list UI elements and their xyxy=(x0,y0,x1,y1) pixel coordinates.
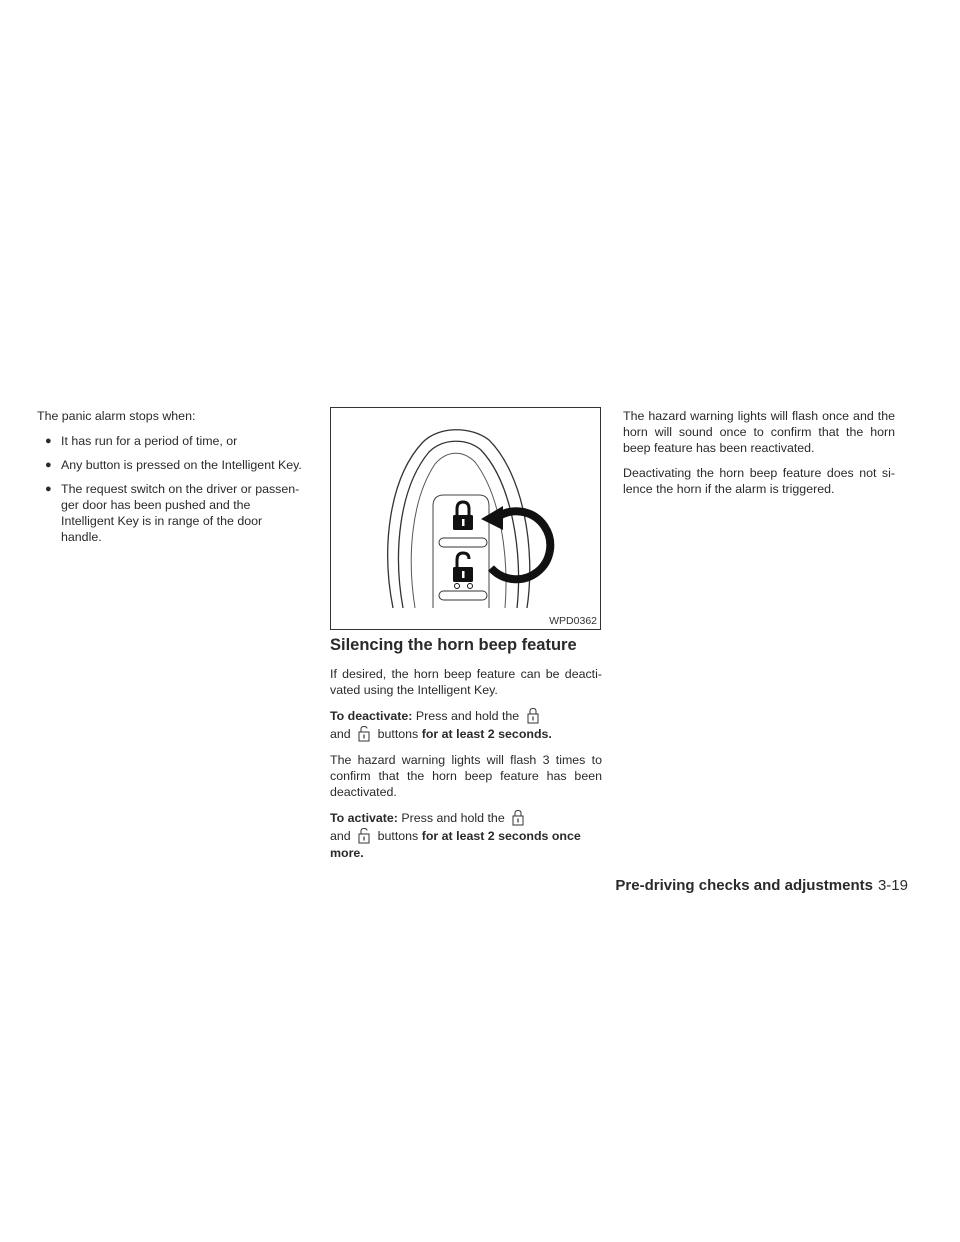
lock-button-icon xyxy=(526,707,540,725)
bullet-icon: ● xyxy=(45,435,52,447)
key-fob-figure xyxy=(330,407,601,630)
list-item: ● Any button is pressed on the Intelligent Key. xyxy=(45,458,302,472)
page-number: 3-19 xyxy=(877,877,908,894)
deactivate-result: The hazard warning lights will flash 3 times to confirm that the horn beep feature has been deactivated. xyxy=(330,753,602,799)
list-item: ● It has run for a period of time, or xyxy=(45,434,238,448)
section-heading: Silencing the horn beep feature xyxy=(330,636,577,654)
footer-section-title: Pre-driving checks and adjustments xyxy=(615,877,873,894)
section-intro: If desired, the horn beep feature can be deacti- vated using the Intelligent Key. xyxy=(330,667,602,697)
alarm-note-paragraph: Deactivating the horn beep feature does not si- lence the horn if the alarm is triggered. xyxy=(623,466,895,496)
left-column xyxy=(37,408,303,553)
page-footer xyxy=(615,877,908,895)
key-fob-illustration xyxy=(331,408,601,630)
unlock-button-icon xyxy=(357,725,371,743)
middle-column xyxy=(330,635,602,870)
activate-instruction: To activate: Press and hold the and buttons for at least 2 seconds once more. xyxy=(330,811,581,860)
unlock-icon xyxy=(453,553,473,589)
right-column xyxy=(623,408,895,506)
bullet-icon: ● xyxy=(45,483,52,495)
reactivated-paragraph: The hazard warning lights will flash once and the horn will sound once to confirm that the horn beep feature has been reactivated. xyxy=(623,409,895,455)
lock-button-icon xyxy=(511,809,525,827)
bullet-list xyxy=(37,433,303,545)
panic-alarm-intro: The panic alarm stops when: xyxy=(37,409,196,423)
figure-code: WPD0362 xyxy=(549,615,597,627)
lock-icon xyxy=(453,502,473,530)
list-item: ● The request switch on the driver or passen- ger door has been pushed and the Intelligent Key is in range of the door handle. xyxy=(45,482,300,544)
unlock-button-icon xyxy=(357,827,371,845)
deactivate-instruction: To deactivate: Press and hold the and buttons for at least 2 seconds. xyxy=(330,709,552,741)
rotate-arrow-icon xyxy=(481,506,550,579)
bullet-icon: ● xyxy=(45,459,52,471)
